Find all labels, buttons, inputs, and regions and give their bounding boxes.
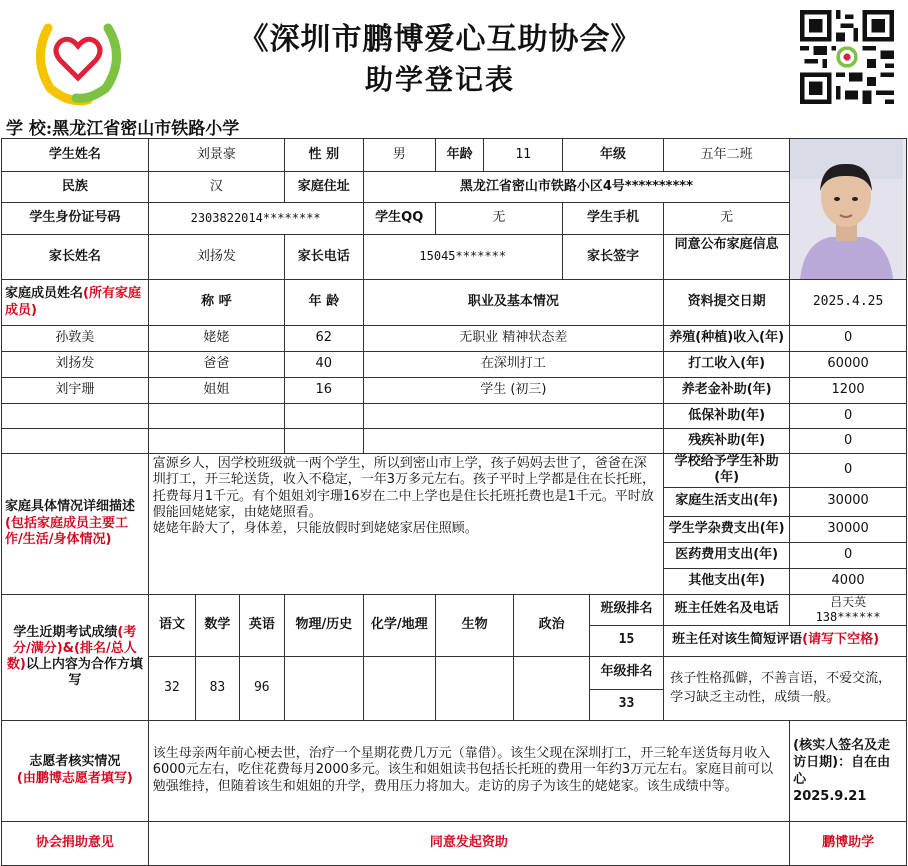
member-age-empty bbox=[285, 404, 364, 429]
school-line bbox=[6, 114, 239, 139]
volunteer-sign-text: (核实人签名及走访日期)：自在由心 bbox=[793, 737, 891, 787]
situation-paragraph-1: 富源乡人，因学校班级就一两个学生，所以到密山市上学，孩子妈妈去世了，爸爸在深圳打工，开三轮送货，收入不稳定，一年3万多元左右。孩子平时上学都是住在长托班，托费每月1千元。有个姐姐刘宇珊16岁在二中上学也是住长托班托费也是1千元。平时放假能回姥姥家，由姥姥照看。 bbox=[152, 456, 655, 520]
subject-header: 数学 bbox=[196, 594, 239, 656]
ethnic-label: 民族 bbox=[2, 172, 149, 203]
grades-label-text: 学生近期考试成绩 bbox=[13, 624, 118, 640]
student-photo bbox=[790, 139, 907, 280]
situation-label bbox=[2, 454, 149, 595]
finance-value: 1200 bbox=[790, 378, 907, 404]
finance-label: 医药费用支出(年) bbox=[664, 542, 790, 568]
opinion-value: 同意发起资助 bbox=[148, 821, 789, 865]
teacher-name: 吕天英 bbox=[830, 594, 867, 609]
situation-label-text: 家庭具体情况详细描述 bbox=[5, 499, 136, 515]
qq-label: 学生QQ bbox=[363, 202, 435, 234]
finance-value: 0 bbox=[790, 404, 907, 429]
score-cell: 96 bbox=[239, 656, 284, 720]
finance-value: 30000 bbox=[790, 516, 907, 542]
volunteer-text: 该生母亲两年前心梗去世，治疗一个星期花费几万元（靠借）。该生父现在深圳打工，开三轮车送货每月收入6000元左右，吃住花费每月2000多元。该生和姐姐读书包括长托班的费用一年约3万元左右。家庭目前可以勉强维持，但随着该生和姐姐的升学，费用压力将加大。走访的房子为该生的姥姥家。该生成绩中等。 bbox=[148, 720, 789, 821]
grades-label-tail: 以上内容为合作方填写 bbox=[25, 657, 143, 689]
grade-rank-value: 33 bbox=[589, 689, 663, 720]
subject-header: 英语 bbox=[239, 594, 284, 656]
family-header-name-text: 家庭成员姓名 bbox=[5, 286, 84, 302]
family-header-age: 年 龄 bbox=[285, 280, 364, 326]
member-job-empty bbox=[363, 429, 664, 454]
finance-value: 0 bbox=[790, 429, 907, 454]
member-age-empty bbox=[285, 429, 364, 454]
finance-label: 残疾补助(年) bbox=[664, 429, 790, 454]
family-header-job: 职业及基本情况 bbox=[363, 280, 664, 326]
school-name: 黑龙江省密山市铁路小学 bbox=[52, 119, 240, 139]
association-logo bbox=[28, 8, 128, 108]
member-job: 学生 (初三) bbox=[363, 378, 664, 404]
member-age: 62 bbox=[285, 326, 364, 352]
volunteer-label bbox=[2, 720, 149, 821]
address-label: 家庭住址 bbox=[285, 172, 364, 203]
finance-label: 学生学杂费支出(年) bbox=[664, 516, 790, 542]
title-line2: 助学登记表 bbox=[364, 63, 515, 96]
finance-value: 0 bbox=[790, 326, 907, 352]
teacher-label: 班主任姓名及电话 bbox=[664, 594, 790, 625]
score-cell bbox=[363, 656, 435, 720]
subject-header: 语文 bbox=[148, 594, 196, 656]
score-cell: 32 bbox=[148, 656, 196, 720]
grade-rank-label: 年级排名 bbox=[589, 656, 663, 689]
consent-label: 同意公布家庭信息 bbox=[664, 234, 790, 279]
age-value: 11 bbox=[484, 139, 563, 172]
teacher-comment: 孩子性格孤僻，不善言语，不爱交流，学习缺乏主动性，成绩一般。 bbox=[664, 656, 907, 720]
class-rank-label: 班级排名 bbox=[589, 594, 663, 625]
parent-phone-value: 15045******* bbox=[363, 234, 562, 279]
member-name: 刘宇珊 bbox=[2, 378, 149, 404]
submit-date-value: 2025.4.25 bbox=[790, 280, 907, 326]
parent-name-label: 家长姓名 bbox=[2, 234, 149, 279]
title-line1: 《深圳市鹏博爱心互助协会》 bbox=[238, 22, 642, 57]
volunteer-label-note: (由鹏博志愿者填写) bbox=[16, 770, 133, 786]
member-job: 在深圳打工 bbox=[363, 352, 664, 378]
header bbox=[0, 0, 908, 112]
submit-date-label: 资料提交日期 bbox=[664, 280, 790, 326]
score-cell bbox=[285, 656, 364, 720]
family-header-name bbox=[2, 280, 149, 326]
class-rank-value: 15 bbox=[589, 625, 663, 656]
family-header-name-note: (所有家庭成员) bbox=[5, 286, 141, 318]
finance-label: 低保补助(年) bbox=[664, 404, 790, 429]
comment-label-text: 班主任对该生简短评语 bbox=[672, 632, 803, 648]
student-name-value: 刘景豪 bbox=[148, 139, 284, 172]
id-value: 2303822014******** bbox=[148, 202, 363, 234]
id-label: 学生身份证号码 bbox=[2, 202, 149, 234]
member-relation-empty bbox=[148, 404, 284, 429]
finance-value: 4000 bbox=[790, 568, 907, 594]
parent-sign-label: 家长签字 bbox=[562, 234, 663, 279]
member-job: 无职业 精神状态差 bbox=[363, 326, 664, 352]
grades-label-note: (考分/满分)&(排名/总人数) bbox=[6, 624, 137, 672]
finance-value: 0 bbox=[790, 542, 907, 568]
grade-value: 五年二班 bbox=[664, 139, 790, 172]
member-relation: 爸爸 bbox=[148, 352, 284, 378]
address-value: 黑龙江省密山市铁路小区4号********** bbox=[363, 172, 790, 203]
finance-value: 60000 bbox=[790, 352, 907, 378]
teacher-phone: 138****** bbox=[815, 609, 881, 624]
finance-label: 其他支出(年) bbox=[664, 568, 790, 594]
score-cell: 83 bbox=[196, 656, 239, 720]
comment-label-note: (请写下空格) bbox=[802, 632, 880, 648]
member-relation: 姥姥 bbox=[148, 326, 284, 352]
member-name: 刘扬发 bbox=[2, 352, 149, 378]
finance-label: 家庭生活支出(年) bbox=[664, 487, 790, 516]
volunteer-label-text: 志愿者核实情况 bbox=[29, 754, 121, 770]
score-cell bbox=[514, 656, 589, 720]
member-relation-empty bbox=[148, 429, 284, 454]
subject-header: 生物 bbox=[435, 594, 514, 656]
situation-paragraph-2: 姥姥年龄大了，身体差，只能放假时到姥姥家居住照顾。 bbox=[152, 521, 478, 536]
finance-label: 养老金补助(年) bbox=[664, 378, 790, 404]
comment-label bbox=[664, 625, 907, 656]
volunteer-sign-date: 2025.9.21 bbox=[793, 788, 867, 804]
finance-label: 打工收入(年) bbox=[664, 352, 790, 378]
parent-name-value: 刘扬发 bbox=[148, 234, 284, 279]
school-label: 学 校: bbox=[6, 119, 53, 139]
grades-label bbox=[2, 594, 149, 720]
registration-table bbox=[1, 138, 907, 866]
gender-value: 男 bbox=[363, 139, 435, 172]
qq-value: 无 bbox=[435, 202, 562, 234]
gender-label: 性 别 bbox=[285, 139, 364, 172]
finance-value: 30000 bbox=[790, 487, 907, 516]
teacher-info bbox=[790, 594, 907, 625]
member-name-empty bbox=[2, 404, 149, 429]
phone-value: 无 bbox=[664, 202, 790, 234]
student-photo-image bbox=[790, 139, 903, 279]
subject-header: 政治 bbox=[514, 594, 589, 656]
member-name: 孙敦美 bbox=[2, 326, 149, 352]
student-name-label: 学生姓名 bbox=[2, 139, 149, 172]
member-age: 40 bbox=[285, 352, 364, 378]
ethnic-value: 汉 bbox=[148, 172, 284, 203]
situation-text bbox=[148, 454, 663, 595]
member-age: 16 bbox=[285, 378, 364, 404]
finance-label: 学校给予学生补助(年) bbox=[664, 454, 790, 488]
family-header-relation: 称 呼 bbox=[148, 280, 284, 326]
parent-phone-label: 家长电话 bbox=[285, 234, 364, 279]
volunteer-sign bbox=[790, 720, 907, 821]
score-cell bbox=[435, 656, 514, 720]
phone-label: 学生手机 bbox=[562, 202, 663, 234]
subject-header: 物理/历史 bbox=[285, 594, 364, 656]
member-relation: 姐姐 bbox=[148, 378, 284, 404]
finance-value: 0 bbox=[790, 454, 907, 488]
age-label: 年龄 bbox=[435, 139, 484, 172]
member-name-empty bbox=[2, 429, 149, 454]
situation-label-note: (包括家庭成员主要工作/生活/身体情况) bbox=[5, 515, 128, 547]
finance-label: 养殖(种植)收入(年) bbox=[664, 326, 790, 352]
opinion-label: 协会捐助意见 bbox=[2, 821, 149, 865]
member-job-empty bbox=[363, 404, 664, 429]
grade-label: 年级 bbox=[562, 139, 663, 172]
opinion-org: 鹏博助学 bbox=[790, 821, 907, 865]
qr-code-icon bbox=[800, 10, 894, 104]
subject-header: 化学/地理 bbox=[363, 594, 435, 656]
